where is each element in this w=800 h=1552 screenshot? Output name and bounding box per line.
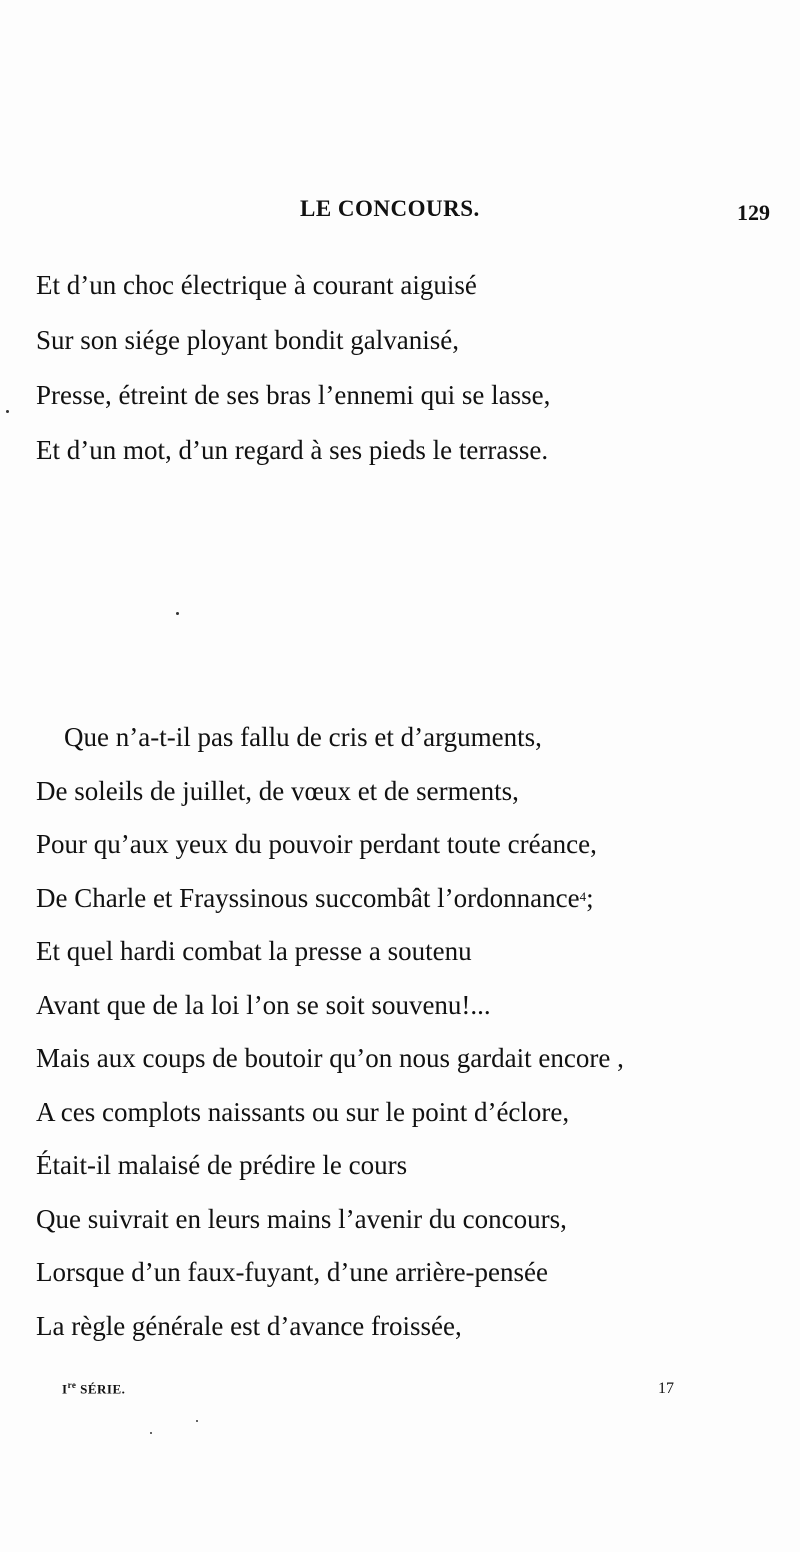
verse-text: De Charle et Frayssinous succombât l’ordonnance xyxy=(36,882,580,913)
sheet-number: 17 xyxy=(658,1380,674,1397)
verse-line: Était-il malaisé de prédire le cours xyxy=(36,1150,408,1180)
stanza-1 xyxy=(36,258,550,478)
verse-line: Lorsque d’un faux-fuyant, d’une arrière-pensée xyxy=(36,1257,549,1287)
verse-line: De soleils de juillet, de vœux et de serments, xyxy=(36,775,519,806)
verse-line: Presse, étreint de ses bras l’ennemi qui se lasse, xyxy=(36,380,551,410)
page-header xyxy=(0,196,800,236)
verse-line: La règle générale est d’avance froissée, xyxy=(36,1310,462,1341)
page-number: 129 xyxy=(737,200,770,225)
verse-line: A ces complots naissants ou sur le point d’éclore, xyxy=(36,1096,570,1127)
verse-line: Sur son siége ployant bondit galvanisé, xyxy=(36,325,459,355)
verse-line-with-footnote xyxy=(36,872,624,926)
ink-speck xyxy=(196,1420,198,1422)
verse-line: Que n’a-t-il pas fallu de cris et d’arguments, xyxy=(64,722,542,752)
ink-speck xyxy=(6,410,9,413)
running-title: LE CONCOURS. xyxy=(300,196,480,221)
verse-line: Et quel hardi combat la presse a soutenu xyxy=(36,936,472,966)
verse-punctuation: ; xyxy=(586,882,594,913)
signature-label: SÉRIE. xyxy=(80,1381,126,1397)
stanza-2 xyxy=(36,711,624,1353)
signature-suffix: re xyxy=(67,1380,77,1390)
page-footer xyxy=(0,1380,800,1410)
verse-line: Pour qu’aux yeux du pouvoir perdant toute créance, xyxy=(36,829,597,859)
verse-line: Mais aux coups de boutoir qu’on nous gardait encore , xyxy=(36,1043,624,1073)
ink-speck xyxy=(176,612,179,615)
footnote-reference[interactable]: 4 xyxy=(579,888,587,904)
verse-line: Avant que de la loi l’on se soit souvenu!... xyxy=(36,989,491,1020)
verse-line: Et d’un choc électrique à courant aiguisé xyxy=(36,270,477,300)
signature-number: I xyxy=(62,1381,68,1397)
verse-line: Que suivrait en leurs mains l’avenir du concours, xyxy=(36,1203,567,1234)
ink-speck xyxy=(150,1432,152,1434)
verse-line: Et d’un mot, d’un regard à ses pieds le terrasse. xyxy=(36,435,549,465)
signature-mark xyxy=(62,1380,125,1397)
